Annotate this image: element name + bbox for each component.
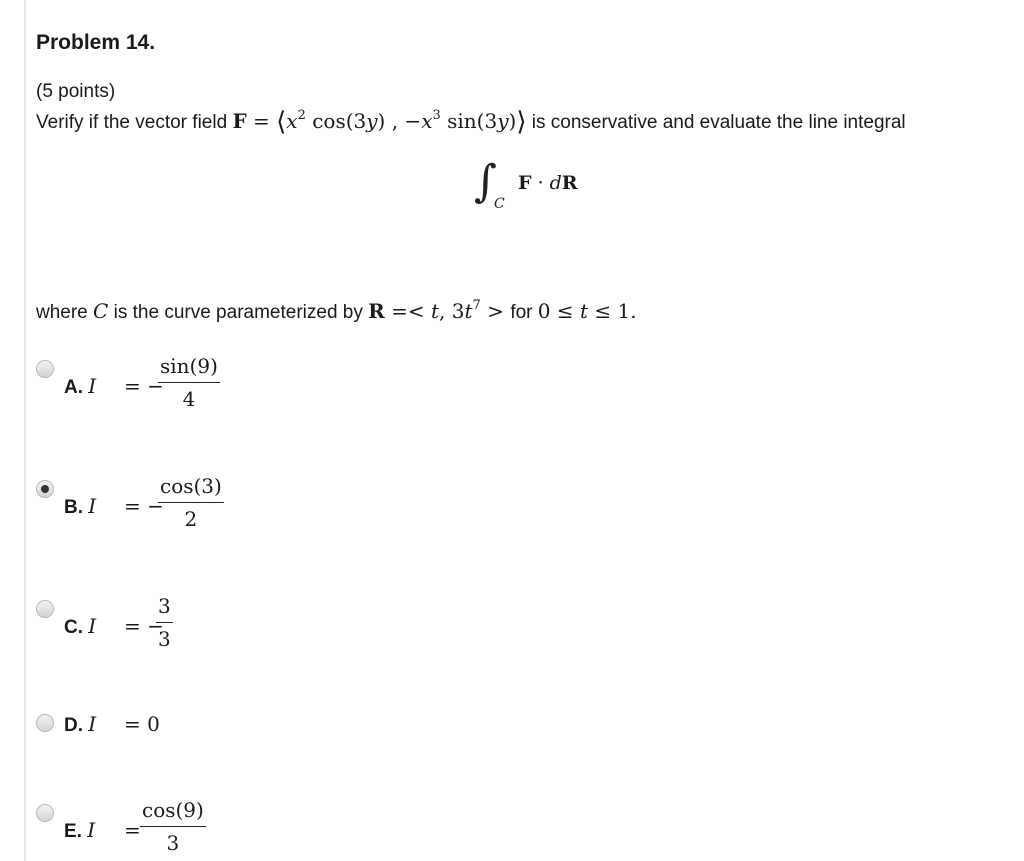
where-prefix: where [36,302,88,323]
field-exp3: 3 [432,108,441,123]
choice-c-var: I [88,614,97,638]
vector-field-expression [232,107,527,137]
choice-e-denominator: 3 [166,831,180,855]
choice-d-radio[interactable] [36,714,54,732]
choice-c-fraction [156,594,173,651]
choice-c-label [64,614,96,639]
choice-e-label [64,818,95,843]
choice-e-eq: = [124,818,141,842]
choice-e-letter: E. [64,821,82,842]
statement-suffix: is conservative and evaluate the line integral [531,112,906,133]
choice-a-fraction [158,354,220,411]
parameter-range [538,299,637,323]
problem-statement [36,106,906,138]
field-sin: sin(3 [440,109,498,133]
integral-subscript: C [494,196,505,212]
choice-b-letter: B. [64,497,83,518]
choice-a-denominator: 4 [182,387,196,411]
range-end: ≤ 1. [588,299,637,323]
choice-e-radio[interactable] [36,804,54,822]
line-integral [474,156,634,220]
choice-d-var: I [88,712,97,736]
range-0: 0 ≤ [537,299,580,323]
choice-b-denominator: 2 [184,507,198,531]
choice-d-label [64,712,96,737]
choice-a-radio[interactable] [36,360,54,378]
choice-a-numerator: sin(9) [158,354,220,383]
choice-b-label [64,494,96,519]
problem-title: Problem 14. [36,31,156,54]
field-x: x [286,109,298,133]
field-x2: x [421,109,433,133]
choice-d-letter: D. [64,715,83,736]
choice-b-radio[interactable] [36,480,54,498]
range-t: t [579,299,589,323]
choice-a-var: I [88,374,97,398]
choice-b-var: I [88,494,97,518]
where-eq: =< [384,299,431,323]
choice-c-denominator: 3 [158,627,171,651]
field-cos: cos(3 [305,109,367,133]
choice-e-numerator: cos(9) [140,798,206,827]
integrand [518,172,578,194]
choice-c-eq: = − [124,614,164,638]
choice-a-eq: = − [124,374,164,398]
choice-c-letter: C. [64,617,83,638]
choice-b-numerator: cos(3) [158,474,224,503]
where-for: for [510,302,533,323]
field-eq: = [253,109,270,133]
where-C: C [93,299,109,323]
integral-sign-icon: ∫ [474,156,497,207]
choice-d[interactable] [36,706,436,766]
choice-b-eq: = − [124,494,164,518]
choice-a-label [64,374,96,399]
choice-e-fraction [140,798,206,855]
where-comma: , 3 [439,299,465,323]
choice-a-letter: A. [64,377,83,398]
choice-e-var: I [87,818,96,842]
where-gt: > [480,299,511,323]
points-label: (5 points) [36,81,116,102]
field-close: ⟩ [516,107,527,137]
statement-prefix: Verify if the vector field [36,112,228,133]
choice-c-numerator: 3 [156,594,173,623]
where-mid: is the curve parameterized by [113,302,363,323]
curve-description [36,296,637,328]
where-t: t [431,299,440,323]
integrand-d: d [549,172,562,194]
parameterization [368,299,510,323]
field-y2: y [497,109,509,133]
choice-a[interactable] [36,354,436,414]
left-border [24,0,26,861]
integrand-F: F [518,172,532,194]
field-y1: y [366,109,378,133]
choice-b-fraction [158,474,224,531]
where-R: R [368,299,385,323]
integrand-R: R [561,172,578,194]
field-open: ⟨ [276,107,287,137]
choice-c[interactable] [36,594,436,654]
where-t2: t [464,299,473,323]
field-close1: ) , − [377,109,422,133]
choice-d-eq: = 0 [124,712,160,736]
choice-c-radio[interactable] [36,600,54,618]
choice-b[interactable] [36,474,436,534]
where-exp7: 7 [472,298,481,313]
field-F: F [232,109,247,133]
field-close2: ) [508,109,517,133]
field-exp2: 2 [297,108,306,123]
integrand-dot: · [531,172,550,194]
choice-e[interactable] [36,798,436,858]
